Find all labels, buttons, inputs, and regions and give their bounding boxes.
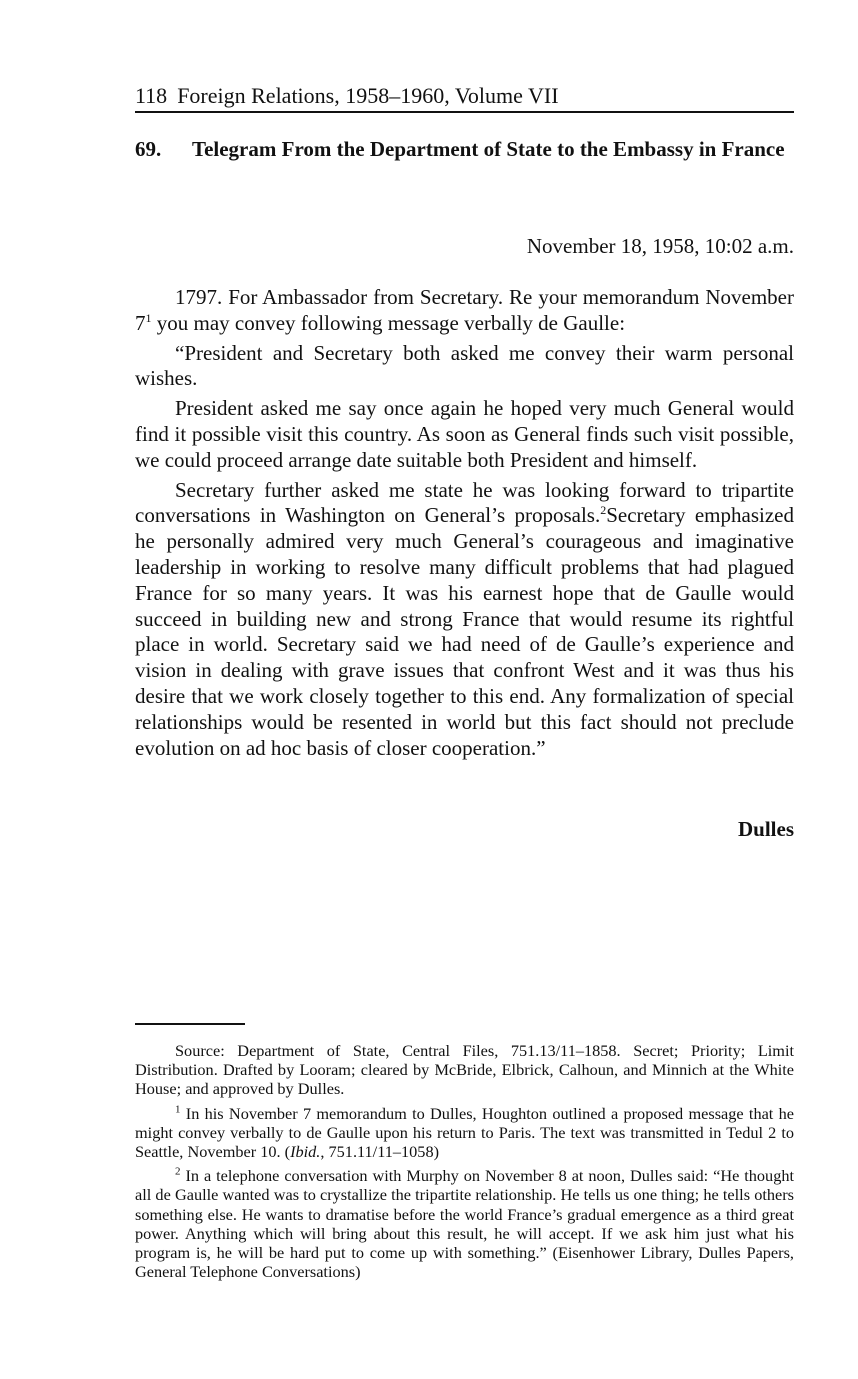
footnote-reference: 1 <box>145 310 152 325</box>
paragraph-text: 1797. For Ambassador from Secretary. Re your memorandum November 7 <box>135 285 794 335</box>
footnote-mark: 1 <box>175 1103 181 1116</box>
document-title: Telegram From the Department of State to the Embassy in France <box>192 137 785 161</box>
page-number: 118 <box>135 83 168 108</box>
running-head <box>135 82 794 110</box>
footnote-reference: 2 <box>600 503 607 518</box>
body-paragraph: “President and Secretary both asked me convey their warm personal wishes. <box>135 340 794 391</box>
telegram-body <box>135 285 794 765</box>
footnote-1 <box>135 1104 794 1162</box>
footnote-2 <box>135 1166 794 1281</box>
paragraph-text: Secretary further asked me state he was looking forward to tripartite conversations in Washington on General’s proposals. <box>135 477 794 528</box>
signature: Dulles <box>737 817 794 841</box>
header-rule <box>135 111 794 113</box>
footnote-ibid: Ibid. <box>290 1142 321 1162</box>
paragraph-text: you may convey following message verbally de Gaulle: <box>151 310 626 335</box>
footnote-mark: 2 <box>175 1165 181 1178</box>
publication-title: Foreign Relations, 1958–1960, Volume VII <box>177 83 559 108</box>
footnote-text: In his November 7 memorandum to Dulles, Houghton outlined a proposed message that he might convey verbally to de Gaulle upon his return to Paris. The text was transmitted in Tedul 2 to Seattle, November 10. ( <box>135 1103 794 1162</box>
paragraph-text: Secretary emphasized he personally admired very much General’s courageous and imaginative leadership in working to resolve many difficult problems that had plagued France for so many years. It was his earnest hope that de Gaulle would succeed in building new and strong France that would resume its rightful place in world. Secretary said we had need of de Gaulle’s experience and vision in dealing with grave issues that confront West and it was thus his desire that we work closely together to this end. Any formalization of special relationships would be resented in world but this fact should not preclude evolution on ad hoc basis of closer cooperation.” <box>135 503 794 760</box>
document-number: 69. <box>135 137 162 161</box>
footnote-text: In a telephone conversation with Murphy on November 8 at noon, Dulles said: “He thought all de Gaulle wanted was to crystallize the tripartite relationship. He tells us one thing; he tells others something else. He wants to dramatise before the world France’s gradual emergence as a third great power. Anything which will bring about this result, he will accept. If we ask him just what his program is, he will be hard put to come up with something.” (Eisenhower Library, Dulles Papers, General Telephone Conversations) <box>135 1166 794 1282</box>
body-paragraph <box>135 285 794 337</box>
dateline: November 18, 1958, 10:02 a.m. <box>526 234 794 258</box>
body-paragraph <box>135 478 794 762</box>
body-paragraph: President asked me say once again he hoped very much General would find it possible visit this country. As soon as General finds such visit possible, we could proceed arrange date suitable both President and himself. <box>135 396 794 472</box>
footnote-rule <box>135 1023 245 1025</box>
footnote-text: , 751.11/11–1058) <box>320 1142 440 1162</box>
footnotes <box>135 1041 794 1286</box>
source-note: Source: Department of State, Central Files, 751.13/11–1858. Secret; Priority; Limit Distribution. Drafted by Looram; cleared by McBride, Elbrick, Calhoun, and Minnich at the White House; and approved by Dulles. <box>135 1041 794 1099</box>
